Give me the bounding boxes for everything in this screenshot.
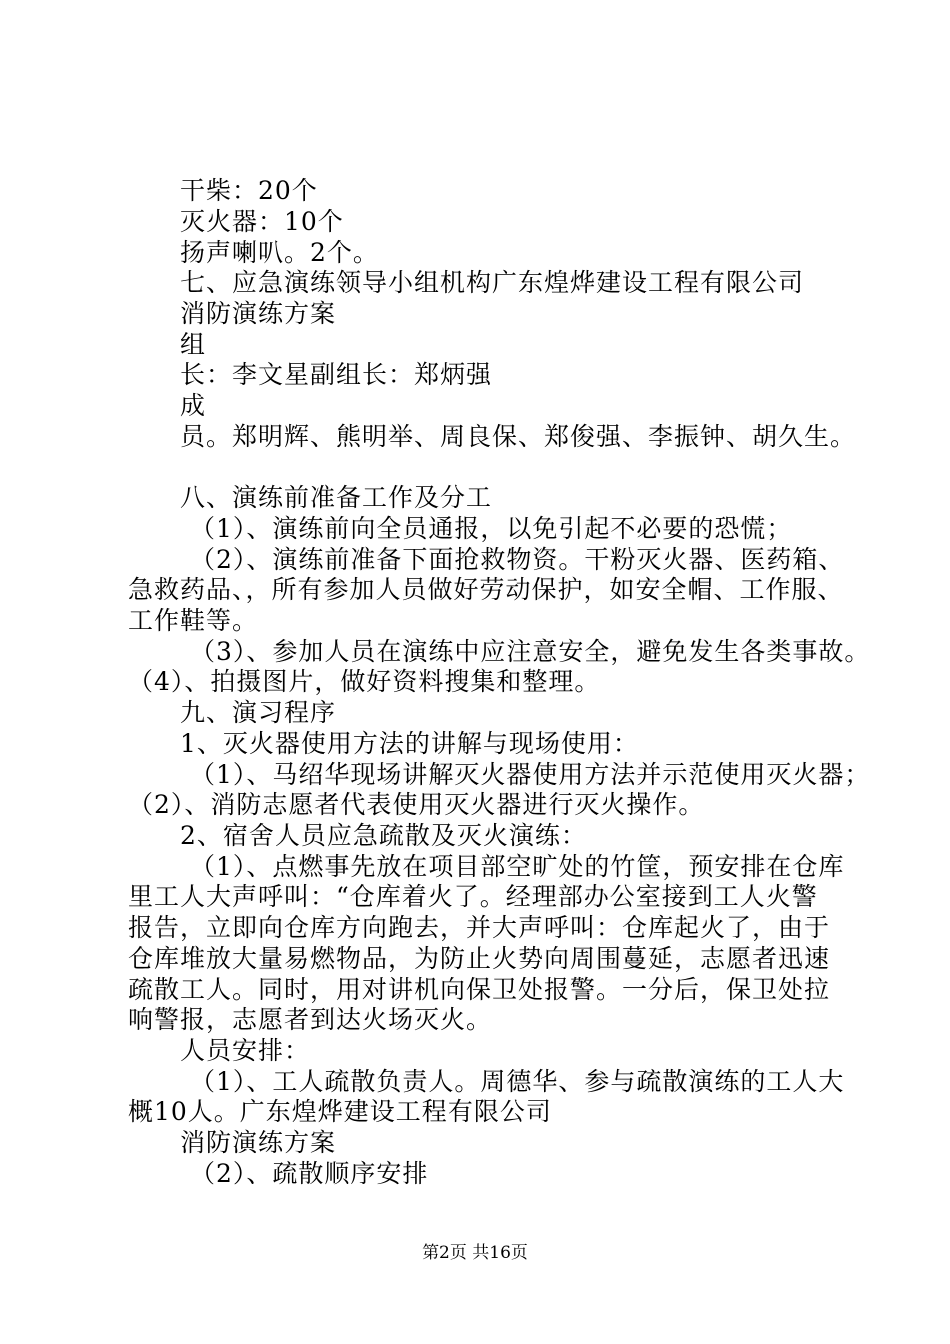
text-line: 扬声喇叭。2个。 — [180, 238, 379, 267]
text-line: 消防演练方案 — [180, 299, 337, 328]
text-line: 员。郑明辉、熊明举、周良保、郑俊强、李振钟、胡久生。 — [180, 422, 857, 451]
text-line: （2）、疏散顺序安排 — [190, 1159, 429, 1188]
text-line: （1）、演练前向全员通报，以免引起不必要的恐慌； — [190, 514, 793, 543]
text-line: 消防演练方案 — [180, 1128, 337, 1157]
text-line: 仓库堆放大量易燃物品，为防止火势向周围蔓延，志愿者迅速 — [128, 944, 831, 973]
text-line: （3）、参加人员在演练中应注意安全，避免发生各类事故。 — [190, 637, 871, 666]
section-heading: 八、演练前准备工作及分工 — [180, 483, 493, 512]
text-line: （1）、工人疏散负责人。周德华、参与疏散演练的工人大 — [190, 1067, 845, 1096]
text-line: 疏散工人。同时，用对讲机向保卫处报警。一分后，保卫处拉 — [128, 975, 831, 1004]
text-line: 报告，立即向仓库方向跑去，并大声呼叫：仓库起火了，由于 — [128, 913, 831, 942]
text-line: 干柴：20个 — [180, 176, 318, 205]
text-line: 响警报，志愿者到达火场灭火。 — [128, 1005, 493, 1034]
page-footer: 第2页 共16页 — [422, 1243, 528, 1263]
section-heading: 九、演习程序 — [180, 698, 337, 727]
text-line: （2）、消防志愿者代表使用灭火器进行灭火操作。 — [128, 790, 705, 819]
text-line: 成 — [180, 391, 207, 420]
text-line: （4）、拍摄图片，做好资料搜集和整理。 — [128, 667, 601, 696]
text-line: （1）、马绍华现场讲解灭火器使用方法并示范使用灭火器； — [190, 760, 871, 789]
text-line: 2、宿舍人员应急疏散及灭火演练： — [180, 821, 587, 850]
text-line: 1、灭火器使用方法的讲解与现场使用： — [180, 729, 639, 758]
text-line: 里工人大声呼叫：“仓库着火了。经理部办公室接到工人火警 — [128, 882, 818, 911]
text-line: （2）、演练前准备下面抢救物资。干粉灭火器、医药箱、 — [190, 545, 845, 574]
section-heading: 七、应急演练领导小组机构广东煌烨建设工程有限公司 — [180, 268, 805, 297]
text-line: 人员安排： — [180, 1036, 311, 1065]
text-line: 概10人。广东煌烨建设工程有限公司 — [128, 1097, 552, 1126]
text-line: 工作鞋等。 — [128, 606, 259, 635]
text-line: （1）、点燃事先放在项目部空旷处的竹筐，预安排在仓库 — [190, 852, 845, 881]
text-line: 急救药品、，所有参加人员做好劳动保护，如安全帽、工作服、 — [128, 575, 844, 604]
text-line: 长：李文星副组长：郑炳强 — [180, 360, 493, 389]
text-line: 灭火器：10个 — [180, 207, 344, 236]
text-line: 组 — [180, 330, 207, 359]
